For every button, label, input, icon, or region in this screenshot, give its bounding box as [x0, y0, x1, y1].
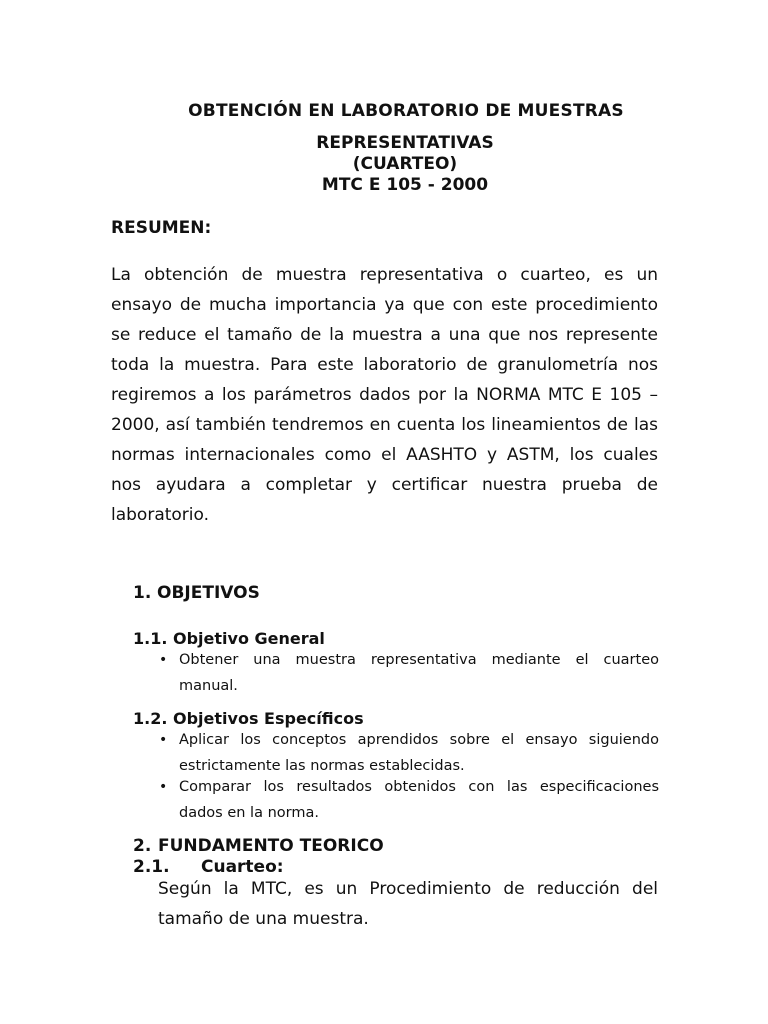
title-line-3: (CUARTEO) [352, 154, 458, 174]
general-objectives-list [159, 647, 659, 699]
list-item-text: Obtener una muestra representativa mediante el cuarteo manual. [179, 652, 659, 694]
section-2-1-number: 2.1. [133, 857, 170, 877]
list-item-text: Aplicar los conceptos aprendidos sobre el ensayo siguiendo estrictamente las normas establecidas. [179, 732, 659, 774]
specific-objectives-list [159, 727, 659, 826]
section-1-1-title: Objetivo General [173, 629, 325, 648]
section-1-title: OBJETIVOS [157, 583, 260, 603]
bullet-icon: • [159, 652, 168, 668]
resumen-paragraph: La obtención de muestra representativa o cuarteo, es un ensayo de mucha importancia ya que con este procedimiento se reduce el tamaño de la muestra a una que nos represente toda la muestra. Para este laboratorio de granulometría nos regiremos a los parámetros dados por la NORMA MTC E 105 – 2000, así también tendremos en cuenta los lineamientos de las normas internacionales como el AASHTO y ASTM, los cuales nos ayudara a completar y certificar nuestra prueba de laboratorio. [111, 265, 658, 525]
title-line-4: MTC E 105 - 2000 [321, 175, 489, 195]
list-item [159, 727, 659, 779]
bullet-icon: • [159, 732, 168, 748]
section-2-heading [133, 836, 384, 856]
title-line-1: OBTENCIÓN EN LABORATORIO DE MUESTRAS [188, 101, 624, 121]
section-1-heading [133, 583, 260, 603]
section-2-1-paragraph: Según la MTC, es un Procedimiento de reducción del tamaño de una muestra. [158, 879, 658, 929]
section-2-1-title: Cuarteo: [201, 857, 284, 877]
title-block [0, 101, 768, 196]
list-item [159, 647, 659, 699]
section-1-2-heading [133, 709, 364, 728]
section-1-number: 1. [133, 583, 152, 603]
bullet-icon: • [159, 779, 168, 795]
section-1-2-title: Objetivos Específicos [173, 709, 364, 728]
resumen-heading: RESUMEN: [111, 218, 212, 238]
title-line-2: REPRESENTATIVAS [316, 133, 494, 153]
list-item [159, 774, 659, 826]
section-1-1-number: 1.1. [133, 629, 168, 648]
section-2-title: FUNDAMENTO TEORICO [158, 836, 384, 856]
section-1-2-number: 1.2. [133, 709, 168, 728]
section-2-number: 2. [133, 836, 152, 856]
list-item-text: Comparar los resultados obtenidos con las especificaciones dados en la norma. [179, 779, 659, 821]
section-1-1-heading [133, 629, 325, 648]
